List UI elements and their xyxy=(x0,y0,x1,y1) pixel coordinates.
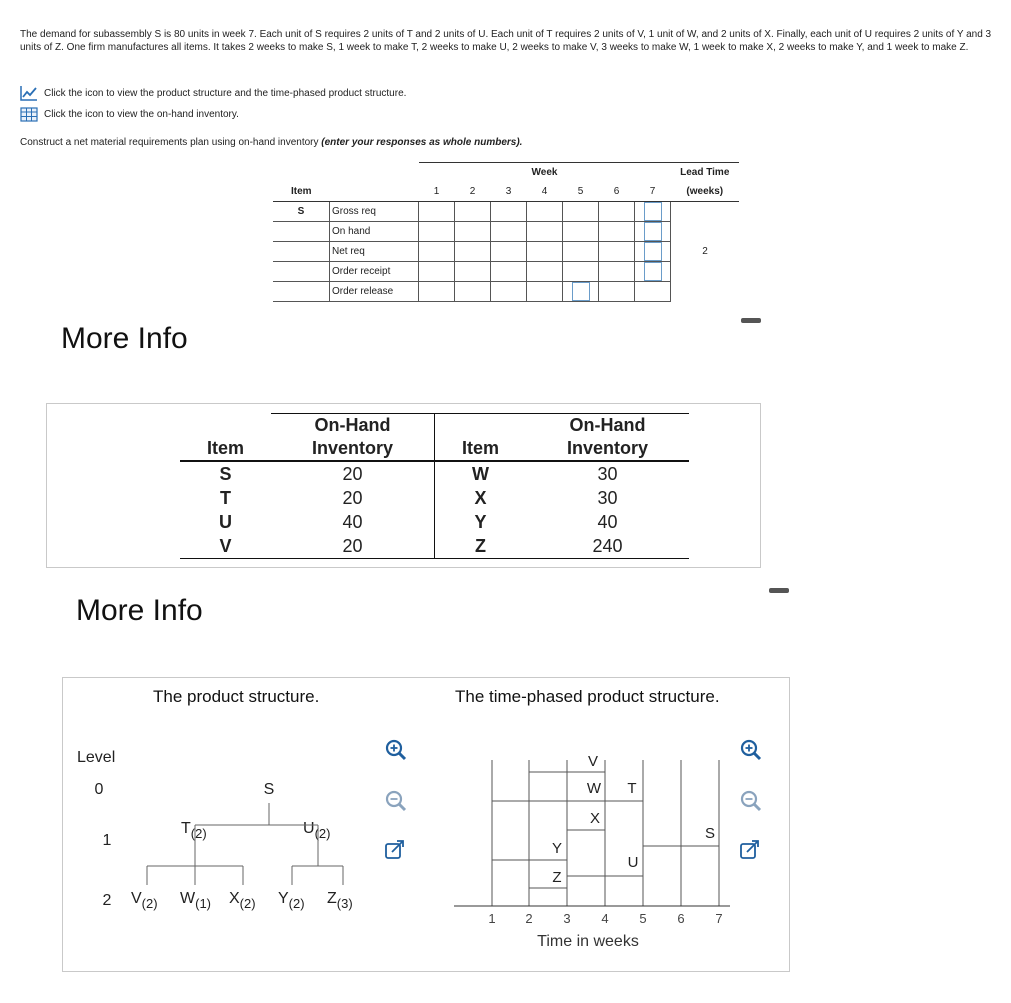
problem-statement: The demand for subassembly S is 80 units in week 7. Each unit of S requires 2 units of T and 2 units of U. Each unit of T requires 2 units of V, 1 unit of W, and 2 units of X. Finally, each unit of U requires 2 units of Y and 3 units of Z. One firm manufactures all items. It takes 2 weeks to make S, 1 week to make T, 2 weeks to make U, 2 weeks to make V, 3 weeks to make W, 1 week to make X, 2 weeks to make Y, and 1 week to make Z. xyxy=(20,29,992,53)
structure-link[interactable] xyxy=(20,85,406,101)
net-req-week7-input[interactable] xyxy=(644,242,662,261)
tick-label: 2 xyxy=(525,911,533,926)
qty-cell: 20 xyxy=(342,464,363,484)
bar-x: X xyxy=(589,810,601,827)
inventory-header: Inventory xyxy=(526,437,689,461)
node-y: $Y_{(2)}$ xyxy=(278,890,305,911)
node-v: $V_{(2)}$ xyxy=(131,890,158,911)
inventory-panel xyxy=(46,403,761,568)
lead-time-value: 2 xyxy=(671,202,740,302)
table-row xyxy=(273,202,739,222)
week-col: 5 xyxy=(563,182,599,202)
qty-cell: 40 xyxy=(597,512,618,532)
onhand-header: On-Hand xyxy=(526,414,689,438)
week-col: 6 xyxy=(599,182,635,202)
item-cell: W xyxy=(435,461,527,486)
qty-cell: 240 xyxy=(592,536,623,556)
tick-label: 6 xyxy=(677,911,685,926)
table-row xyxy=(273,222,739,242)
lead-time-subheader: (weeks) xyxy=(671,182,740,202)
item-s: S xyxy=(273,202,330,222)
row-label: Order receipt xyxy=(330,262,419,282)
table-icon[interactable] xyxy=(20,107,38,122)
inventory-link-text: Click the icon to view the on-hand inventory. xyxy=(44,109,239,120)
item-cell: S xyxy=(219,464,232,484)
level-2: 2 xyxy=(102,892,112,909)
axis-label: Time in weeks xyxy=(537,933,639,950)
chart-icon[interactable] xyxy=(20,85,38,101)
bar-s: S xyxy=(704,825,716,842)
bar-z: Z xyxy=(552,869,562,886)
more-info-title: More Info xyxy=(76,594,203,627)
bar-v: V xyxy=(587,753,599,770)
node-u: $U_{(2)}$ xyxy=(303,820,331,841)
item-cell: V xyxy=(219,536,232,556)
week-header: Week xyxy=(419,163,671,183)
item-cell: T xyxy=(220,488,231,508)
tick-label: 5 xyxy=(639,911,647,926)
tick-label: 1 xyxy=(488,911,496,926)
instruction xyxy=(20,137,522,148)
table-row xyxy=(180,510,689,534)
bar-w: W xyxy=(586,780,602,797)
more-info-title: More Info xyxy=(61,322,188,355)
level-label: Level xyxy=(77,749,116,766)
item-cell: Z xyxy=(435,534,527,559)
table-row xyxy=(180,534,689,559)
tick-label: 7 xyxy=(715,911,723,926)
item-cell: Y xyxy=(435,510,527,534)
item-cell: X xyxy=(435,486,527,510)
table-row xyxy=(180,486,689,510)
product-structure-title: The product structure. xyxy=(153,687,320,706)
inventory-link[interactable] xyxy=(20,107,239,122)
order-receipt-week7-input[interactable] xyxy=(644,262,662,281)
bar-u: U xyxy=(627,854,639,871)
time-phased-title: The time-phased product structure. xyxy=(455,687,720,706)
tick-label: 4 xyxy=(601,911,609,926)
item-header: Item xyxy=(435,437,527,461)
row-label: Gross req xyxy=(330,202,419,222)
item-header: Item xyxy=(180,437,271,461)
mrp-table xyxy=(273,162,739,302)
tree-lines xyxy=(147,803,343,885)
qty-cell: 20 xyxy=(342,488,363,508)
node-z: $Z_{(3)}$ xyxy=(327,890,353,911)
week-col: 3 xyxy=(491,182,527,202)
row-label: Net req xyxy=(330,242,419,262)
item-cell: U xyxy=(219,512,232,532)
lead-time-header: Lead Time xyxy=(671,163,740,183)
level-1: 1 xyxy=(102,832,112,849)
row-label: On hand xyxy=(330,222,419,242)
qty-cell: 20 xyxy=(342,536,363,556)
product-structure-diagram xyxy=(63,733,373,963)
structure-panel xyxy=(62,677,790,972)
qty-cell: 40 xyxy=(342,512,363,532)
minimize-button[interactable] xyxy=(769,588,789,593)
table-row xyxy=(180,461,689,486)
level-0: 0 xyxy=(94,781,104,798)
zoom-controls xyxy=(381,735,411,865)
instruction-emphasis: (enter your responses as whole numbers). xyxy=(321,137,523,148)
zoom-out-icon[interactable] xyxy=(387,792,405,810)
structure-link-text: Click the icon to view the product structure and the time-phased product structure. xyxy=(44,87,407,99)
inventory-table xyxy=(180,413,689,559)
qty-cell: 30 xyxy=(597,464,618,484)
week-col: 2 xyxy=(455,182,491,202)
bar-t: T xyxy=(627,780,637,797)
bar-y: Y xyxy=(551,840,563,857)
node-w: $W_{(1)}$ xyxy=(180,890,211,911)
minimize-button[interactable] xyxy=(741,318,761,323)
table-row xyxy=(273,282,739,302)
on-hand-week7-input[interactable] xyxy=(644,222,662,241)
week-col: 4 xyxy=(527,182,563,202)
table-row xyxy=(273,242,739,262)
time-phased-diagram xyxy=(448,748,748,958)
row-label: Order release xyxy=(330,282,419,302)
inventory-header: Inventory xyxy=(271,437,435,461)
instruction-text: Construct a net material requirements plan using on-hand inventory xyxy=(20,137,322,148)
tick-label: 3 xyxy=(563,911,571,926)
open-external-icon[interactable] xyxy=(386,841,403,858)
qty-cell: 30 xyxy=(597,488,618,508)
item-header: Item xyxy=(273,182,330,202)
order-release-week5-input[interactable] xyxy=(572,282,590,301)
zoom-in-icon[interactable] xyxy=(387,741,405,759)
node-t: $T_{(2)}$ xyxy=(181,820,207,841)
week-col: 1 xyxy=(419,182,455,202)
gross-req-week7-input[interactable] xyxy=(644,202,662,221)
week-col: 7 xyxy=(635,182,671,202)
node-s: S xyxy=(263,781,275,798)
onhand-header: On-Hand xyxy=(271,414,435,438)
table-row xyxy=(273,262,739,282)
node-x: $X_{(2)}$ xyxy=(229,890,256,911)
